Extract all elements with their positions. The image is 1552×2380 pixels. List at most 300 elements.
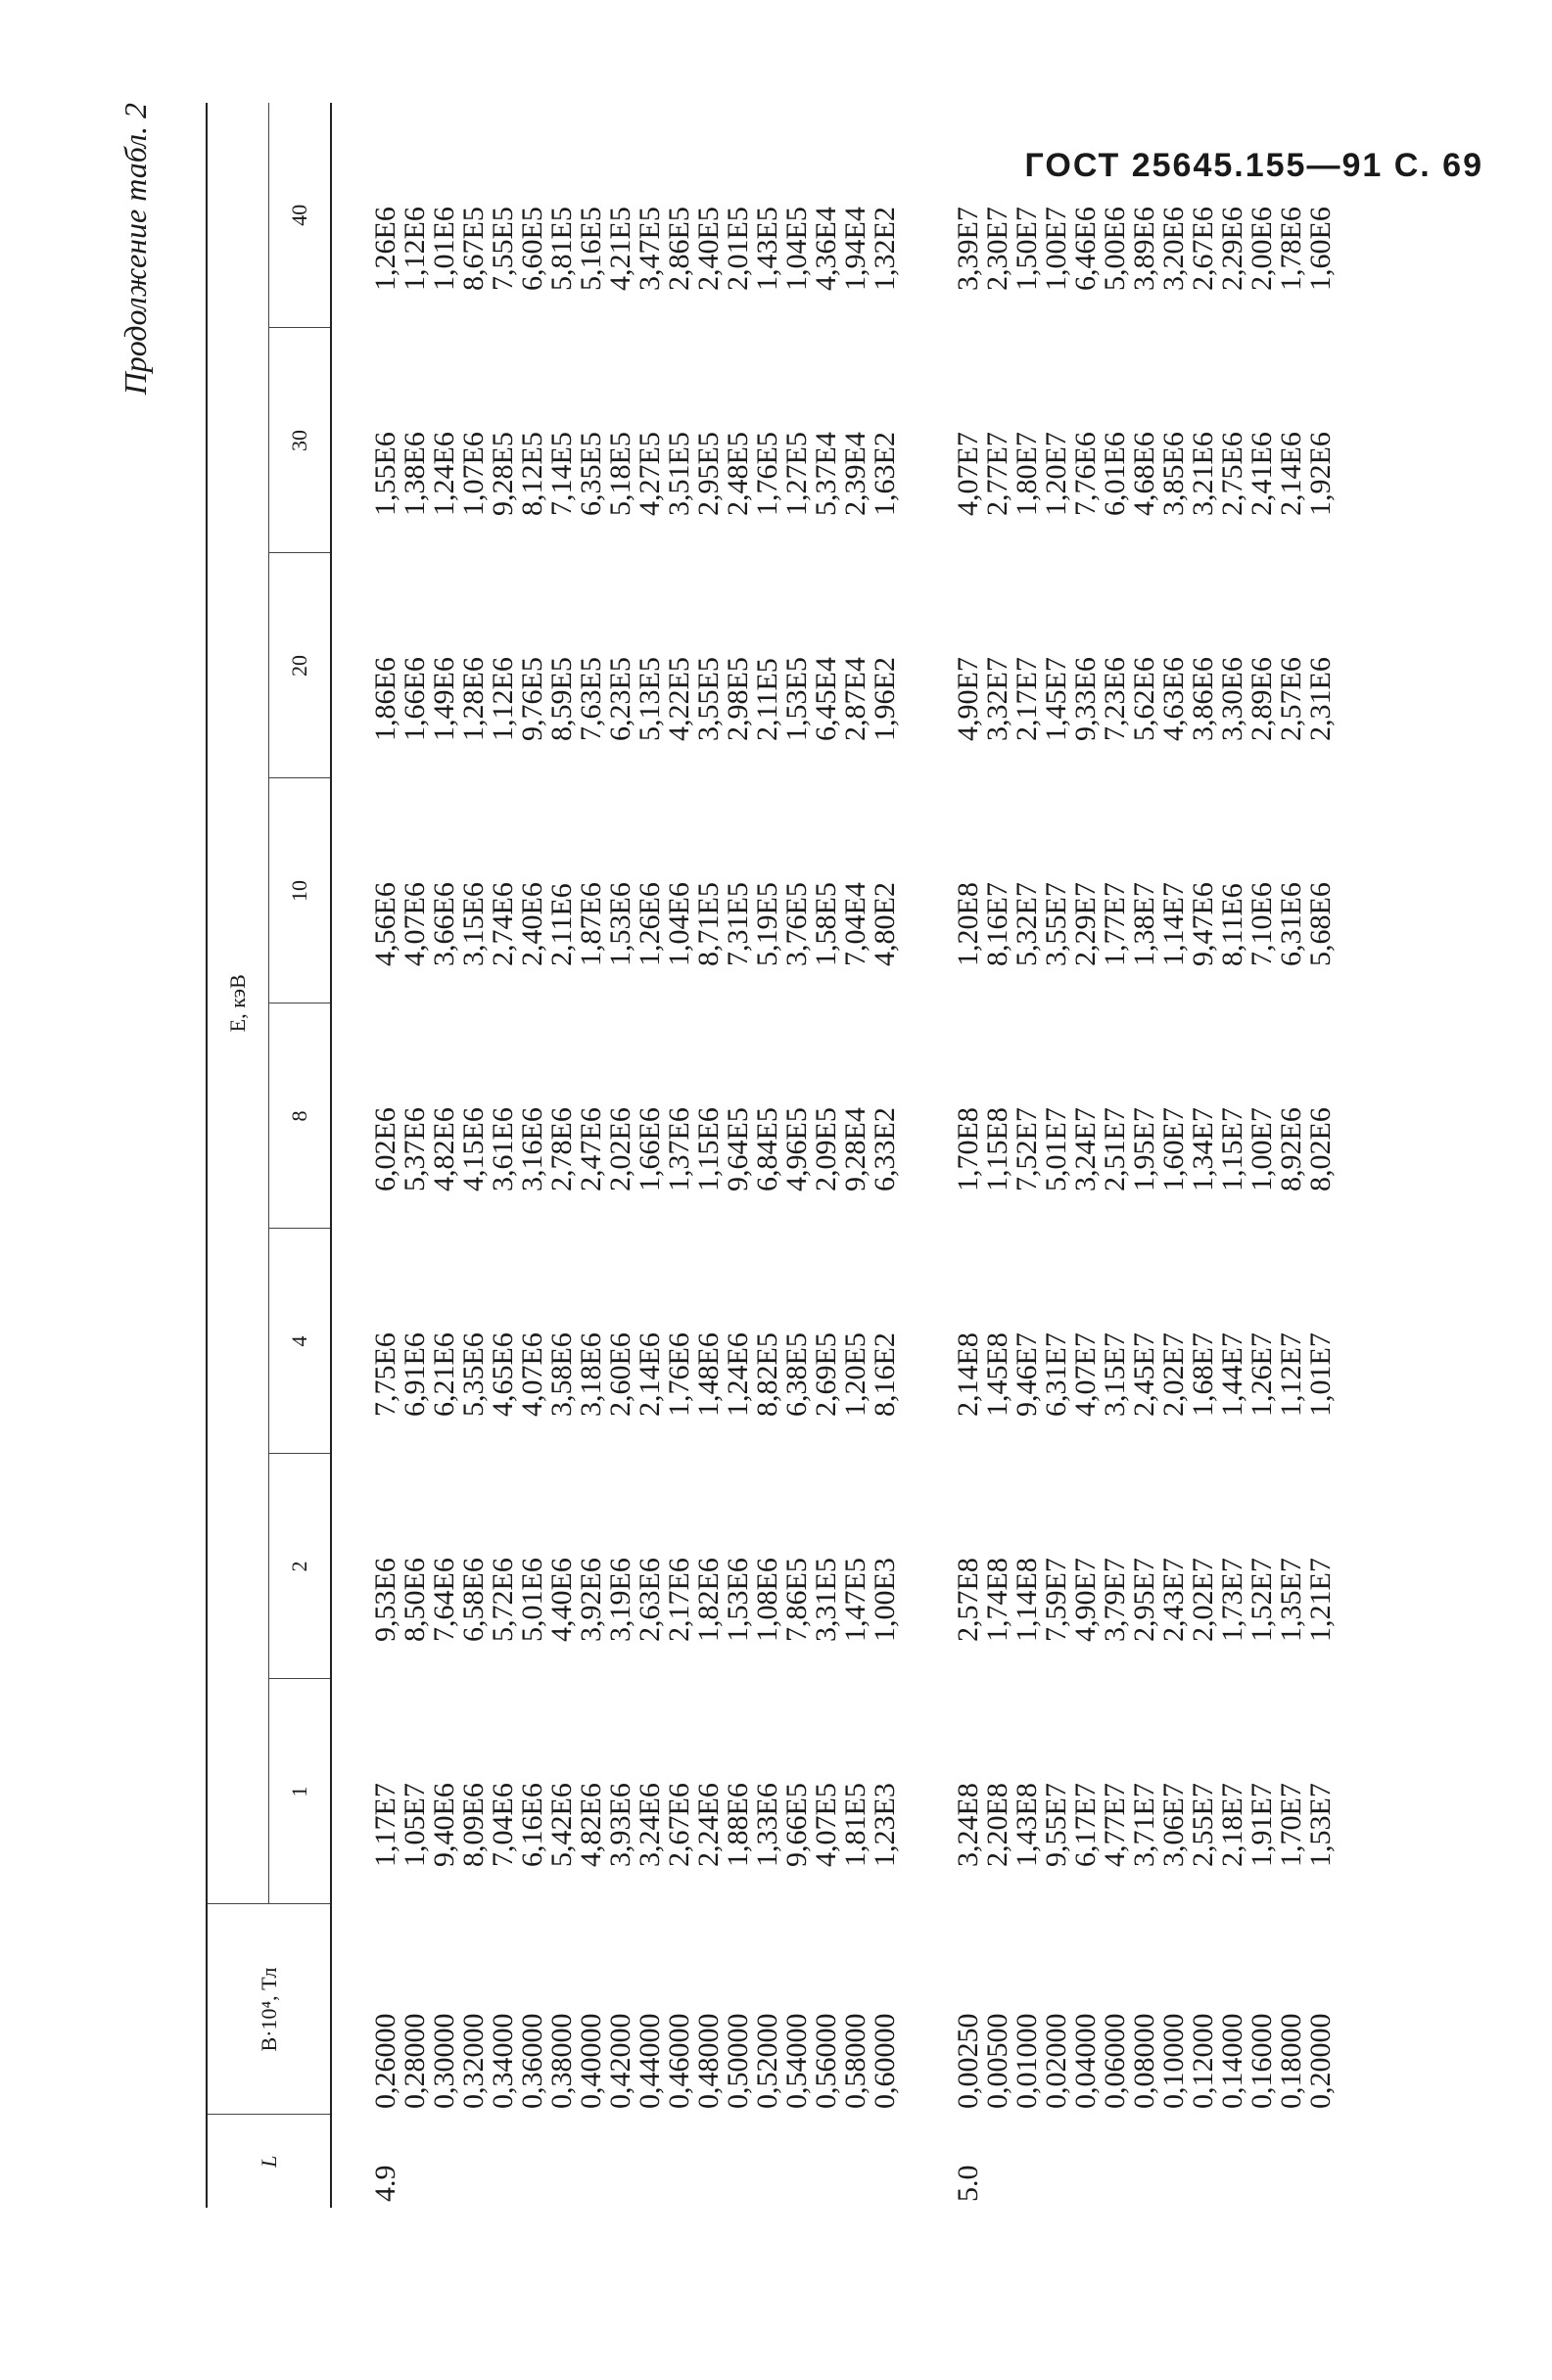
flux-value-cell: 9,55E7 — [1040, 1783, 1072, 1867]
flux-value-cell: 7,64E6 — [428, 1558, 460, 1642]
l-value-cell — [870, 2115, 900, 2208]
flux-value-cell: 3,79E7 — [1099, 1558, 1131, 1642]
b-value-cell: 0,38000 — [545, 2013, 578, 2109]
l-value-cell — [665, 2115, 694, 2208]
flux-value-cell: 1,12E6 — [487, 657, 519, 741]
l-value-cell — [724, 2115, 753, 2208]
l-value-cell — [782, 2115, 812, 2208]
flux-value-cell: 7,23E6 — [1099, 657, 1131, 741]
flux-value-cell: 1,86E6 — [369, 657, 401, 741]
flux-value-cell: 1,15E8 — [981, 1107, 1013, 1191]
flux-value-cell: 1,01E6 — [428, 207, 460, 291]
flux-value-cell: 1,00E7 — [1246, 1107, 1278, 1191]
energy-header-cell: 20 — [269, 553, 332, 778]
flux-value-cell: 3,18E6 — [575, 1332, 607, 1417]
flux-value-cell: 3,89E6 — [1128, 207, 1160, 291]
b-value-cell: 0,34000 — [487, 2013, 519, 2109]
flux-value-cell: 2,14E6 — [634, 1332, 666, 1417]
b-value-cell: 0,42000 — [604, 2013, 636, 2109]
flux-value-cell: 9,33E6 — [1069, 657, 1102, 741]
flux-value-cell: 2,09E5 — [810, 1107, 842, 1191]
l-value-cell — [1247, 2115, 1277, 2208]
flux-value-cell: 1,43E5 — [751, 207, 783, 291]
table-row — [694, 103, 724, 2208]
flux-value-cell: 6,45E4 — [810, 657, 842, 741]
flux-value-cell: 2,48E5 — [722, 432, 754, 516]
flux-value-cell: 1,82E6 — [692, 1558, 725, 1642]
column-header-l: L — [207, 2115, 331, 2208]
flux-value-cell: 2,87E4 — [839, 657, 871, 741]
flux-value-cell: 5,68E6 — [1304, 882, 1337, 966]
flux-value-cell: 1,95E7 — [1128, 1107, 1160, 1191]
table-row — [812, 103, 841, 2208]
flux-value-cell: 3,24E7 — [1069, 1107, 1102, 1191]
flux-value-cell: 1,52E7 — [1246, 1558, 1278, 1642]
flux-value-cell: 2,63E6 — [634, 1558, 666, 1642]
flux-value-cell: 1,53E7 — [1304, 1783, 1337, 1867]
flux-value-cell: 3,47E5 — [634, 207, 666, 291]
flux-value-cell: 1,63E2 — [869, 432, 901, 516]
flux-value-cell: 2,29E7 — [1069, 882, 1102, 966]
l-value-cell — [547, 2115, 577, 2208]
flux-value-cell: 1,04E5 — [780, 207, 813, 291]
flux-value-cell: 7,04E4 — [839, 882, 871, 966]
l-value-cell — [1159, 2115, 1189, 2208]
flux-value-cell: 2,51E7 — [1099, 1107, 1131, 1191]
group-spacer — [900, 103, 954, 2208]
table-row — [430, 103, 459, 2208]
b-value-cell: 0,20000 — [1304, 2013, 1337, 2109]
flux-value-cell: 1,15E7 — [1216, 1107, 1248, 1191]
flux-value-cell: 1,94E4 — [839, 207, 871, 291]
flux-value-cell: 1,78E6 — [1275, 207, 1307, 291]
flux-value-cell: 6,84E5 — [751, 1107, 783, 1191]
flux-value-cell: 4,77E7 — [1099, 1783, 1131, 1867]
flux-value-cell: 7,10E6 — [1246, 882, 1278, 966]
flux-value-cell: 1,77E7 — [1099, 882, 1131, 966]
table-row — [1306, 103, 1336, 2208]
flux-value-cell: 3,71E7 — [1128, 1783, 1160, 1867]
flux-value-cell: 1,32E2 — [869, 207, 901, 291]
energy-header-cell: 4 — [269, 1229, 332, 1454]
flux-value-cell: 2,40E5 — [692, 207, 725, 291]
flux-value-cell: 1,53E6 — [722, 1558, 754, 1642]
flux-value-cell: 4,21E5 — [604, 207, 636, 291]
table-row — [665, 103, 694, 2208]
l-value-cell — [1277, 2115, 1306, 2208]
table-row — [841, 103, 870, 2208]
flux-value-cell: 7,14E5 — [545, 432, 578, 516]
b-value-cell: 0,58000 — [839, 2013, 871, 2109]
b-value-cell: 0,08000 — [1128, 2013, 1160, 2109]
flux-value-cell: 1,70E8 — [952, 1107, 984, 1191]
flux-value-cell: 2,47E6 — [575, 1107, 607, 1191]
flux-value-cell: 1,17E7 — [369, 1783, 401, 1867]
flux-value-cell: 8,09E6 — [457, 1783, 490, 1867]
flux-value-cell: 6,23E5 — [604, 657, 636, 741]
table-row — [489, 103, 518, 2208]
flux-value-cell: 2,45E7 — [1128, 1332, 1160, 1417]
flux-value-cell: 1,35E7 — [1275, 1558, 1307, 1642]
flux-value-cell: 2,74E6 — [487, 882, 519, 966]
flux-value-cell: 1,68E7 — [1187, 1332, 1219, 1417]
l-value-cell — [753, 2115, 782, 2208]
flux-value-cell: 1,14E8 — [1011, 1558, 1043, 1642]
energy-header-cell: 2 — [269, 1454, 332, 1679]
flux-value-cell: 1,38E6 — [399, 432, 431, 516]
flux-value-cell: 2,75E6 — [1216, 432, 1248, 516]
table-row — [983, 103, 1012, 2208]
flux-value-cell: 2,95E5 — [692, 432, 725, 516]
flux-value-cell: 3,15E6 — [457, 882, 490, 966]
table-row — [724, 103, 753, 2208]
flux-value-cell: 1,26E6 — [634, 882, 666, 966]
flux-value-cell: 1,70E7 — [1275, 1783, 1307, 1867]
flux-value-cell: 1,21E7 — [1304, 1558, 1337, 1642]
b-value-cell: 0,18000 — [1275, 2013, 1307, 2109]
flux-value-cell: 4,96E5 — [780, 1107, 813, 1191]
energy-header-cell: 10 — [269, 778, 332, 1003]
flux-value-cell: 6,33E2 — [869, 1107, 901, 1191]
l-value-cell — [1042, 2115, 1071, 2208]
flux-value-cell: 5,16E5 — [575, 207, 607, 291]
l-value-cell — [635, 2115, 665, 2208]
table-row — [1189, 103, 1218, 2208]
flux-value-cell: 1,47E5 — [839, 1558, 871, 1642]
flux-value-cell: 2,14E6 — [1275, 432, 1307, 516]
flux-value-cell: 6,02E6 — [369, 1107, 401, 1191]
flux-value-cell: 2,02E7 — [1157, 1332, 1190, 1417]
flux-value-cell: 6,17E7 — [1069, 1783, 1102, 1867]
flux-value-cell: 3,66E6 — [428, 882, 460, 966]
flux-value-cell: 5,19E5 — [751, 882, 783, 966]
flux-value-cell: 3,19E6 — [604, 1558, 636, 1642]
flux-value-cell: 1,28E6 — [457, 657, 490, 741]
b-value-cell: 0,14000 — [1216, 2013, 1248, 2109]
l-value-cell — [1101, 2115, 1130, 2208]
flux-value-cell: 1,87E6 — [575, 882, 607, 966]
flux-value-cell: 6,16E6 — [516, 1783, 548, 1867]
flux-value-cell: 2,17E7 — [1011, 657, 1043, 741]
flux-value-cell: 2,95E7 — [1128, 1558, 1160, 1642]
flux-value-cell: 4,36E4 — [810, 207, 842, 291]
flux-value-cell: 5,18E5 — [604, 432, 636, 516]
flux-value-cell: 1,24E6 — [428, 432, 460, 516]
table-row — [518, 103, 547, 2208]
flux-value-cell: 5,35E6 — [457, 1332, 490, 1417]
flux-value-cell: 2,11E6 — [545, 883, 578, 966]
b-value-cell: 0,00250 — [952, 2013, 984, 2109]
flux-value-cell: 1,45E7 — [1040, 657, 1072, 741]
flux-value-cell: 2,57E6 — [1275, 657, 1307, 741]
flux-value-cell: 1,53E6 — [604, 882, 636, 966]
flux-value-cell: 2,39E4 — [839, 432, 871, 516]
flux-value-cell: 7,76E6 — [1069, 432, 1102, 516]
flux-value-cell: 2,67E6 — [1187, 207, 1219, 291]
flux-value-cell: 4,90E7 — [1069, 1558, 1102, 1642]
table-row — [400, 103, 430, 2208]
flux-value-cell: 2,00E6 — [1246, 207, 1278, 291]
flux-value-cell: 9,46E7 — [1011, 1332, 1043, 1417]
flux-value-cell: 1,14E7 — [1157, 882, 1190, 966]
l-value-cell — [489, 2115, 518, 2208]
flux-value-cell: 9,28E4 — [839, 1107, 871, 1191]
flux-value-cell: 6,31E7 — [1040, 1332, 1072, 1417]
flux-value-cell: 1,12E7 — [1275, 1332, 1307, 1417]
l-value-cell — [606, 2115, 635, 2208]
flux-value-cell: 6,46E6 — [1069, 207, 1102, 291]
flux-value-cell: 3,76E5 — [780, 882, 813, 966]
flux-value-cell: 2,17E6 — [663, 1558, 695, 1642]
flux-value-cell: 6,38E5 — [780, 1332, 813, 1417]
flux-value-cell: 4,15E6 — [457, 1107, 490, 1191]
flux-value-cell: 3,85E6 — [1157, 432, 1190, 516]
flux-value-cell: 3,20E6 — [1157, 207, 1190, 291]
flux-value-cell: 6,31E6 — [1275, 882, 1307, 966]
flux-value-cell: 3,15E7 — [1099, 1332, 1131, 1417]
flux-value-cell: 4,07E7 — [952, 432, 984, 516]
l-value-cell: 4.9 — [369, 2165, 401, 2202]
b-value-cell: 0,60000 — [869, 2013, 901, 2109]
flux-value-cell: 1,24E6 — [722, 1332, 754, 1417]
flux-value-cell: 2,18E7 — [1216, 1783, 1248, 1867]
flux-value-cell: 2,30E7 — [981, 207, 1013, 291]
table-row — [547, 103, 577, 2208]
flux-value-cell: 3,31E5 — [810, 1558, 842, 1642]
b-value-cell: 0,04000 — [1069, 2013, 1102, 2109]
b-value-cell: 0,48000 — [692, 2013, 725, 2109]
table-row — [1218, 103, 1247, 2208]
flux-value-cell: 1,91E7 — [1246, 1783, 1278, 1867]
flux-value-cell: 7,04E6 — [487, 1783, 519, 1867]
l-value-cell — [694, 2115, 724, 2208]
table-row — [1130, 103, 1159, 2208]
flux-value-cell: 1,34E7 — [1187, 1107, 1219, 1191]
flux-value-cell: 5,01E7 — [1040, 1107, 1072, 1191]
flux-value-cell: 5,32E7 — [1011, 882, 1043, 966]
flux-value-cell: 4,90E7 — [952, 657, 984, 741]
flux-value-cell: 5,37E4 — [810, 432, 842, 516]
flux-value-cell: 1,00E3 — [869, 1558, 901, 1642]
flux-value-cell: 8,02E6 — [1304, 1107, 1337, 1191]
flux-value-cell: 9,76E5 — [516, 657, 548, 741]
flux-value-cell: 4,27E5 — [634, 432, 666, 516]
flux-value-cell: 4,07E6 — [399, 882, 431, 966]
b-value-cell: 0,46000 — [663, 2013, 695, 2109]
flux-value-cell: 3,39E7 — [952, 207, 984, 291]
flux-value-cell: 8,71E5 — [692, 882, 725, 966]
energy-header-cell: 8 — [269, 1003, 332, 1229]
flux-value-cell: 1,80E7 — [1011, 432, 1043, 516]
flux-value-cell: 5,13E5 — [634, 657, 666, 741]
flux-value-cell: 1,05E7 — [399, 1783, 431, 1867]
flux-value-cell: 2,40E6 — [516, 882, 548, 966]
b-value-cell: 0,10000 — [1157, 2013, 1190, 2109]
l-value-cell — [459, 2115, 489, 2208]
b-value-cell: 0,56000 — [810, 2013, 842, 2109]
flux-value-cell: 1,88E6 — [722, 1783, 754, 1867]
b-value-cell: 0,32000 — [457, 2013, 490, 2109]
flux-value-cell: 1,44E7 — [1216, 1332, 1248, 1417]
flux-value-cell: 5,62E6 — [1128, 657, 1160, 741]
flux-value-cell: 8,59E5 — [545, 657, 578, 741]
energy-group-header: E, кэВ — [207, 103, 269, 1904]
energy-header-row — [269, 103, 332, 2208]
flux-value-cell: 6,91E6 — [399, 1332, 431, 1417]
flux-value-cell: 2,67E6 — [663, 1783, 695, 1867]
l-value-cell — [1071, 2115, 1101, 2208]
flux-value-cell: 1,04E6 — [663, 882, 695, 966]
b-value-cell: 0,16000 — [1246, 2013, 1278, 2109]
table-row — [782, 103, 812, 2208]
l-value-cell — [1218, 2115, 1247, 2208]
flux-value-cell: 5,37E6 — [399, 1107, 431, 1191]
energy-header-cell: 1 — [269, 1679, 332, 1904]
flux-value-cell: 2,77E7 — [981, 432, 1013, 516]
table-row — [1071, 103, 1101, 2208]
flux-value-cell: 3,93E6 — [604, 1783, 636, 1867]
flux-value-cell: 8,82E5 — [751, 1332, 783, 1417]
flux-value-cell: 7,31E5 — [722, 882, 754, 966]
flux-value-cell: 9,40E6 — [428, 1783, 460, 1867]
flux-value-cell: 6,01E6 — [1099, 432, 1131, 516]
flux-value-cell: 5,01E6 — [516, 1558, 548, 1642]
flux-value-cell: 9,47E6 — [1187, 882, 1219, 966]
flux-value-cell: 6,35E5 — [575, 432, 607, 516]
b-value-cell: 0,06000 — [1099, 2013, 1131, 2109]
flux-value-cell: 3,61E6 — [487, 1107, 519, 1191]
flux-value-cell: 2,98E5 — [722, 657, 754, 741]
flux-value-cell: 1,74E8 — [981, 1558, 1013, 1642]
flux-value-cell: 4,80E2 — [869, 882, 901, 966]
flux-value-cell: 1,12E6 — [399, 207, 431, 291]
l-value-cell — [841, 2115, 870, 2208]
flux-value-cell: 3,21E6 — [1187, 432, 1219, 516]
flux-value-cell: 1,07E6 — [457, 432, 490, 516]
flux-value-cell: 4,82E6 — [428, 1107, 460, 1191]
flux-value-cell: 4,63E6 — [1157, 657, 1190, 741]
flux-value-cell: 2,24E6 — [692, 1783, 725, 1867]
flux-value-cell: 5,42E6 — [545, 1783, 578, 1867]
flux-value-cell: 1,50E7 — [1011, 207, 1043, 291]
flux-value-cell: 5,81E5 — [545, 207, 578, 291]
flux-value-cell: 3,92E6 — [575, 1558, 607, 1642]
table-row — [870, 103, 900, 2208]
table-row — [331, 103, 400, 2208]
flux-value-cell: 2,69E5 — [810, 1332, 842, 1417]
b-value-cell: 0,40000 — [575, 2013, 607, 2109]
flux-value-cell: 3,16E6 — [516, 1107, 548, 1191]
flux-value-cell: 2,55E7 — [1187, 1783, 1219, 1867]
flux-value-cell: 4,40E6 — [545, 1558, 578, 1642]
flux-value-cell: 2,20E8 — [981, 1783, 1013, 1867]
flux-value-cell: 1,27E5 — [780, 432, 813, 516]
flux-value-cell: 1,66E6 — [399, 657, 431, 741]
flux-value-cell: 9,53E6 — [369, 1558, 401, 1642]
flux-value-cell: 2,60E6 — [604, 1332, 636, 1417]
b-value-cell: 0,36000 — [516, 2013, 548, 2109]
rotated-table-page — [108, 103, 1528, 2208]
b-value-cell: 0,12000 — [1187, 2013, 1219, 2109]
l-value-cell — [518, 2115, 547, 2208]
table-row — [1277, 103, 1306, 2208]
l-value-cell — [812, 2115, 841, 2208]
flux-value-cell: 4,07E5 — [810, 1783, 842, 1867]
flux-value-cell: 2,86E5 — [663, 207, 695, 291]
flux-value-cell: 2,41E6 — [1246, 432, 1278, 516]
flux-value-cell: 1,26E7 — [1246, 1332, 1278, 1417]
flux-value-cell: 3,51E5 — [663, 432, 695, 516]
flux-value-cell: 1,26E6 — [369, 207, 401, 291]
flux-value-cell: 7,55E5 — [487, 207, 519, 291]
l-value-cell — [1130, 2115, 1159, 2208]
flux-value-cell: 1,00E7 — [1040, 207, 1072, 291]
flux-value-cell: 1,76E5 — [751, 432, 783, 516]
flux-value-cell: 4,82E6 — [575, 1783, 607, 1867]
flux-value-cell: 8,67E5 — [457, 207, 490, 291]
flux-value-cell: 1,92E6 — [1304, 432, 1337, 516]
b-value-cell: 0,44000 — [634, 2013, 666, 2109]
table-caption: Продолжение табл. 2 — [118, 103, 153, 396]
flux-value-cell: 8,50E6 — [399, 1558, 431, 1642]
flux-value-cell: 2,89E6 — [1246, 657, 1278, 741]
data-table — [206, 103, 1336, 2208]
flux-value-cell: 1,73E7 — [1216, 1558, 1248, 1642]
flux-value-cell: 1,49E6 — [428, 657, 460, 741]
flux-value-cell: 1,76E6 — [663, 1332, 695, 1417]
flux-value-cell: 6,21E6 — [428, 1332, 460, 1417]
b-value-cell: 0,30000 — [428, 2013, 460, 2109]
flux-value-cell: 1,66E6 — [634, 1107, 666, 1191]
flux-value-cell: 1,81E5 — [839, 1783, 871, 1867]
flux-value-cell: 1,20E7 — [1040, 432, 1072, 516]
flux-value-cell: 8,16E2 — [869, 1332, 901, 1417]
flux-value-cell: 3,32E7 — [981, 657, 1013, 741]
flux-value-cell: 3,55E7 — [1040, 882, 1072, 966]
flux-value-cell: 2,57E8 — [952, 1558, 984, 1642]
l-value-cell — [1012, 2115, 1042, 2208]
flux-value-cell: 1,60E7 — [1157, 1107, 1190, 1191]
flux-value-cell: 3,58E6 — [545, 1332, 578, 1417]
flux-value-cell: 6,60E5 — [516, 207, 548, 291]
flux-value-cell: 1,48E6 — [692, 1332, 725, 1417]
flux-value-cell: 1,08E6 — [751, 1558, 783, 1642]
table-row — [577, 103, 606, 2208]
flux-value-cell: 8,16E7 — [981, 882, 1013, 966]
table-row — [954, 103, 983, 2208]
flux-value-cell: 7,75E6 — [369, 1332, 401, 1417]
flux-value-cell: 2,02E6 — [604, 1107, 636, 1191]
flux-value-cell: 7,59E7 — [1040, 1558, 1072, 1642]
flux-value-cell: 5,00E6 — [1099, 207, 1131, 291]
l-value-cell — [983, 2115, 1012, 2208]
flux-value-cell: 8,92E6 — [1275, 1107, 1307, 1191]
flux-value-cell: 2,02E7 — [1187, 1558, 1219, 1642]
b-value-cell: 0,50000 — [722, 2013, 754, 2109]
flux-value-cell: 1,96E2 — [869, 657, 901, 741]
flux-value-cell: 2,78E6 — [545, 1107, 578, 1191]
flux-value-cell: 3,30E6 — [1216, 657, 1248, 741]
b-value-cell: 0,01000 — [1011, 2013, 1043, 2109]
flux-value-cell: 2,11E5 — [751, 658, 783, 741]
flux-value-cell: 3,86E6 — [1187, 657, 1219, 741]
flux-value-cell: 9,66E5 — [780, 1783, 813, 1867]
flux-value-cell: 9,64E5 — [722, 1107, 754, 1191]
l-value-cell — [400, 2115, 430, 2208]
flux-value-cell: 7,52E7 — [1011, 1107, 1043, 1191]
table-row — [1101, 103, 1130, 2208]
flux-value-cell: 2,29E6 — [1216, 207, 1248, 291]
